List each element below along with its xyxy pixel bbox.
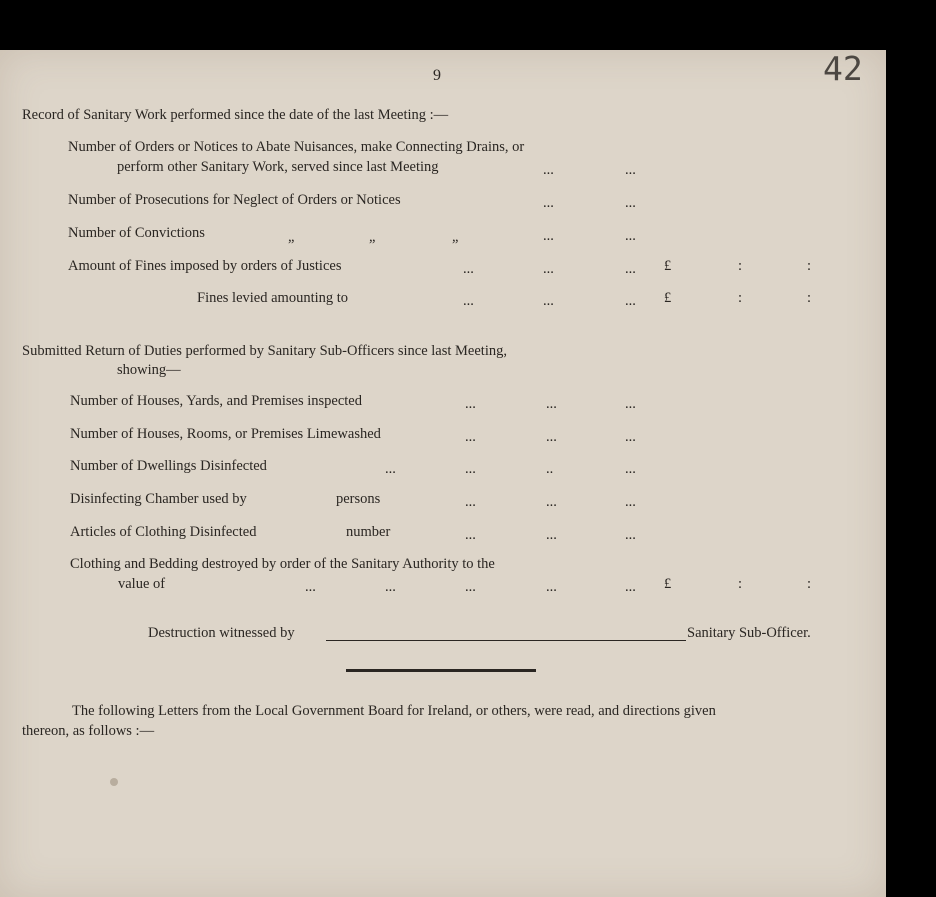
leader-dots: ...: [546, 494, 557, 510]
prosecutions-label: Number of Prosecutions for Neglect of Orders or Notices: [68, 192, 401, 208]
leader-dots: ...: [543, 261, 554, 277]
pound-sign: £: [664, 290, 672, 306]
fines-levied-label: Fines levied amounting to: [197, 290, 349, 306]
amount-separator: :: [807, 258, 812, 274]
leader-dots: ...: [465, 461, 476, 477]
destruction-witnessed-label: Destruction witnessed by: [148, 625, 295, 641]
leader-dots: ...: [625, 195, 636, 211]
pound-sign: £: [664, 258, 672, 274]
leader-dots: ...: [465, 494, 476, 510]
number-label: number: [346, 524, 391, 540]
leader-dots: ...: [546, 527, 557, 543]
amount-separator: :: [738, 258, 743, 274]
letters-paragraph-line-1: The following Letters from the Local Government Board for Ireland, or others, were read, and directions given: [72, 703, 716, 719]
amount-separator: :: [738, 576, 743, 592]
leader-dots: ...: [625, 494, 636, 510]
amount-separator: :: [738, 290, 743, 306]
houses-limewashed-label: Number of Houses, Rooms, or Premises Limewashed: [70, 426, 381, 442]
amount-separator: :: [807, 576, 812, 592]
leader-dots: ...: [543, 293, 554, 309]
page-number: 9: [433, 67, 441, 84]
leader-dots: ...: [625, 261, 636, 277]
folio-stamp-number: 42: [823, 49, 863, 88]
leader-dots: ...: [625, 579, 636, 595]
leader-dots: ...: [305, 579, 316, 595]
leader-dots: ...: [385, 461, 396, 477]
clothing-destroyed-line-2: value of: [118, 576, 166, 592]
convictions-label: Number of Convictions: [68, 225, 205, 241]
leader-dots: ...: [543, 195, 554, 211]
ditto-mark: „: [288, 229, 295, 245]
leader-dots: ...: [625, 461, 636, 477]
signature-line: [326, 640, 686, 641]
leader-dots: ...: [625, 228, 636, 244]
record-heading: Record of Sanitary Work performed since the date of the last Meeting :—: [22, 107, 449, 123]
letters-paragraph-line-2: thereon, as follows :—: [22, 723, 155, 739]
chamber-label: Disinfecting Chamber used by: [70, 491, 247, 507]
ditto-mark: „: [452, 229, 459, 245]
orders-line-1: Number of Orders or Notices to Abate Nuisances, make Connecting Drains, or: [68, 139, 525, 155]
houses-inspected-label: Number of Houses, Yards, and Premises inspected: [70, 393, 362, 409]
leader-dots: ...: [625, 293, 636, 309]
leader-dots: ...: [385, 579, 396, 595]
ditto-mark: „: [369, 229, 376, 245]
leader-dots: ...: [546, 396, 557, 412]
pound-sign: £: [664, 576, 672, 592]
duties-heading-line-2: showing—: [117, 362, 181, 378]
leader-dots: ...: [546, 579, 557, 595]
leader-dots: ...: [625, 162, 636, 178]
persons-label: persons: [336, 491, 381, 507]
paper-stain: [110, 778, 118, 786]
section-divider: [346, 669, 536, 672]
leader-dots: ...: [465, 429, 476, 445]
leader-dots: ...: [546, 429, 557, 445]
leader-dots: ...: [543, 228, 554, 244]
sub-officer-label: Sanitary Sub-Officer.: [687, 625, 811, 641]
leader-dots: ...: [463, 261, 474, 277]
leader-dots: ...: [625, 429, 636, 445]
leader-dots: ...: [465, 396, 476, 412]
clothing-destroyed-line-1: Clothing and Bedding destroyed by order of the Sanitary Authority to the: [70, 556, 495, 572]
dwellings-disinfected-label: Number of Dwellings Disinfected: [70, 458, 267, 474]
leader-dots: ...: [463, 293, 474, 309]
fines-imposed-label: Amount of Fines imposed by orders of Justices: [68, 258, 342, 274]
leader-dots: ...: [625, 527, 636, 543]
leader-dots: ...: [625, 396, 636, 412]
document-page: [0, 50, 886, 897]
orders-line-2: perform other Sanitary Work, served since last Meeting: [117, 159, 439, 175]
leader-dots: ...: [543, 162, 554, 178]
clothing-disinfected-label: Articles of Clothing Disinfected: [70, 524, 257, 540]
leader-dots: ...: [465, 579, 476, 595]
leader-dots: ..: [546, 461, 554, 477]
duties-heading-line-1: Submitted Return of Duties performed by Sanitary Sub-Officers since last Meeting,: [22, 343, 507, 359]
amount-separator: :: [807, 290, 812, 306]
leader-dots: ...: [465, 527, 476, 543]
